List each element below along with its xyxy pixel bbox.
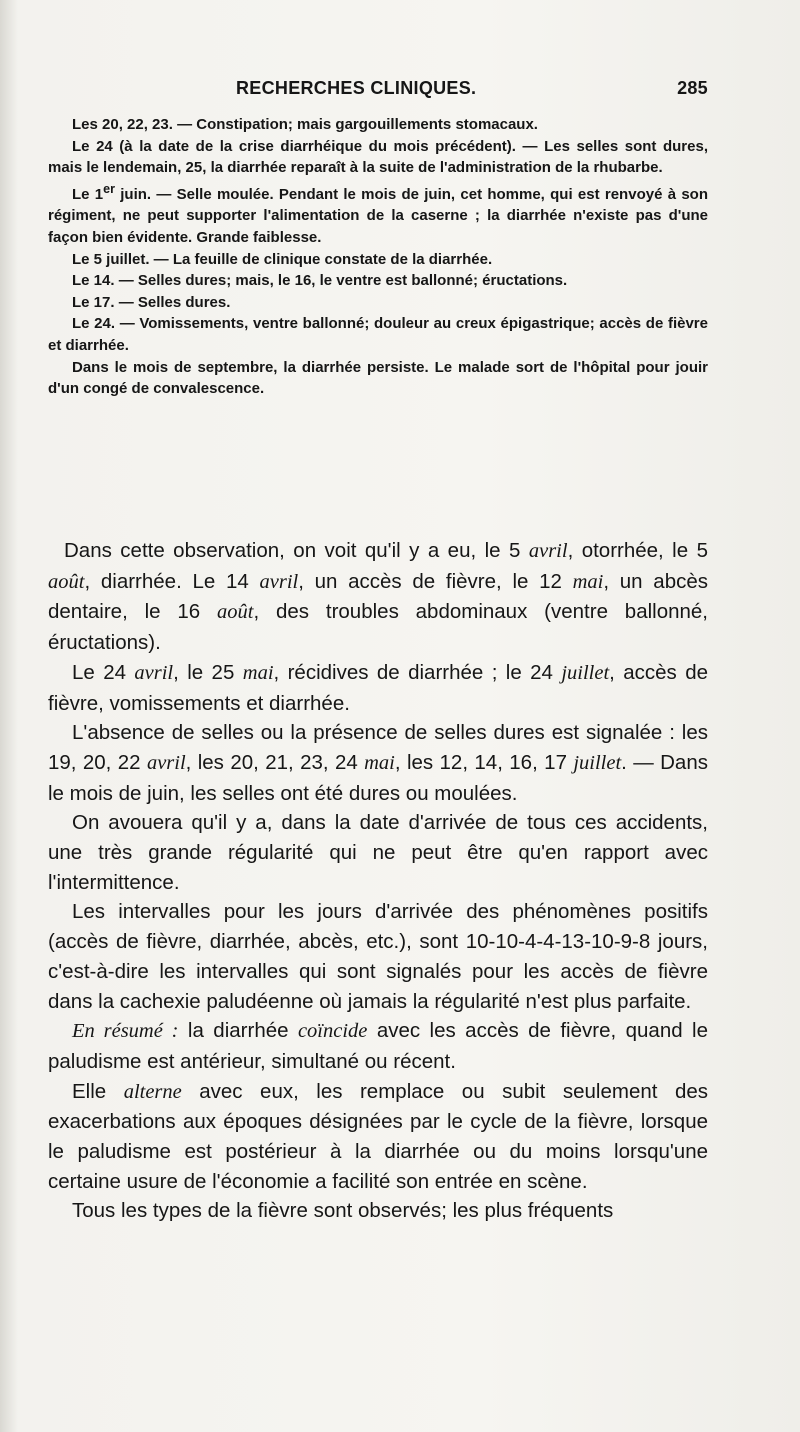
- page-number: 285: [677, 78, 708, 98]
- text-run: On avouera qu'il y a, dans la date d'arrivée de tous ces accidents, une très grande régularité qui ne peut être qu'en rapport avec l'intermittence.: [48, 811, 708, 894]
- italic-run: En résumé :: [72, 1020, 179, 1043]
- italic-run: alterne: [123, 1080, 182, 1103]
- text-run: Le 24: [72, 660, 135, 684]
- italic-run: mai: [572, 570, 604, 593]
- text-run: Le 14. — Selles dures; mais, le 16, le ventre est ballonné; éructations.: [72, 272, 568, 290]
- italic-run: juillet: [561, 661, 610, 684]
- note-paragraph: [48, 357, 708, 400]
- text-run: juin. — Selle moulée. Pendant le mois de juin, cet homme, qui est renvoyé à son régiment, ne peut supporter l'alimentation de la caserne ; la diarrhée n'existe pas d'une façon bien évidente. Grande faiblesse.: [48, 185, 708, 246]
- text-run: . — Dans le mois de juin, les selles ont été dures ou moulées.: [48, 750, 708, 805]
- italic-run: avril: [134, 661, 174, 684]
- text-run: , accès de fièvre, vomissements et diarrhée.: [48, 660, 708, 715]
- text-run: la diarrhée: [178, 1019, 298, 1043]
- text-run: Dans cette observation, on voit qu'il y a eu, le 5: [64, 539, 529, 562]
- clinical-notes: [48, 114, 708, 400]
- text-run: , le 25: [173, 660, 243, 684]
- text-run: Elle: [72, 1079, 124, 1103]
- text-run: , des troubles abdominaux (ventre ballonné, éructations).: [48, 600, 709, 655]
- text-run: Le 24 (à la date de la crise diarrhéique du mois précédent). — Les selles sont dures, mais le lendemain, 25, la diarrhée reparaît à la suite de l'administration de la rhubarbe.: [48, 137, 708, 177]
- text-run: Le 24. — Vomissements, ventre ballonné; douleur au creux épigastrique; accès de fièvre et diarrhée.: [48, 315, 708, 354]
- italic-run: août: [217, 601, 254, 624]
- italic-run: mai: [364, 751, 395, 774]
- text-run: avec eux, les remplace ou subit seulement des exacerbations aux époques désignées par le cycle de la fièvre, lorsque le paludisme est postérieur à la diarrhée ou du moins lorsqu'une certaine usure de l'économie a facilité son entrée en scène.: [48, 1079, 708, 1193]
- text-run: Tous les types de la fièvre sont observés; les plus fréquents: [72, 1199, 614, 1223]
- text-run: Le 1: [72, 185, 104, 203]
- text-run: , récidives de diarrhée ; le 24: [273, 660, 562, 684]
- body-paragraph: [48, 658, 708, 718]
- italic-run: avril: [259, 570, 299, 593]
- running-title: RECHERCHES CLINIQUES.: [236, 78, 477, 98]
- body-paragraph: [48, 1016, 708, 1076]
- text-run: Le 5 juillet. — La feuille de clinique constate de la diarrhée.: [72, 250, 493, 268]
- text-run: avec les accès de fièvre, quand le paludisme est antérieur, simultané ou récent.: [48, 1019, 708, 1073]
- text-run: Dans le mois de septembre, la diarrhée persiste. Le malade sort de l'hôpital pour jouir d'un congé de convalescence.: [48, 358, 708, 398]
- main-text: [48, 536, 708, 1226]
- text-run: , un abcès dentaire, le 16: [48, 569, 708, 624]
- text-run: , un accès de fièvre, le 12: [298, 569, 573, 593]
- body-paragraph: [48, 808, 708, 897]
- body-paragraph: [48, 1077, 708, 1197]
- text-run: , les 12, 14, 16, 17: [394, 750, 574, 774]
- text-run: , diarrhée. Le 14: [84, 569, 260, 593]
- note-paragraph: [48, 270, 708, 292]
- text-run: Le 17. — Selles dures.: [72, 293, 231, 311]
- text-run: , otorrhée, le 5: [567, 539, 708, 562]
- note-paragraph: [48, 292, 708, 314]
- italic-run: mai: [242, 661, 274, 684]
- italic-run: coïncide: [297, 1020, 368, 1043]
- note-paragraph: [48, 179, 708, 249]
- body-paragraph: [48, 897, 708, 1016]
- running-header: [48, 70, 708, 106]
- italic-run: avril: [528, 540, 568, 562]
- note-paragraph: [48, 313, 708, 356]
- text-run: Les 20, 22, 23. — Constipation; mais gargouillements stomacaux.: [72, 116, 538, 133]
- italic-run: août: [48, 570, 85, 593]
- ordinal-superscript: er: [103, 181, 115, 196]
- body-paragraph: [48, 718, 708, 808]
- text-run: Les intervalles pour les jours d'arrivée des phénomènes positifs (accès de fièvre, diarrhée, abcès, etc.), sont 10-10-4-4-13-10-9-8 jours, c'est-à-dire les intervalles qui sont signalés pour les accès de fièvre dans la cachexie paludéenne où jamais la régularité n'est plus parfaite.: [48, 900, 708, 1013]
- italic-run: avril: [146, 751, 186, 774]
- italic-run: juillet: [573, 751, 622, 774]
- body-paragraph: [48, 1196, 708, 1226]
- note-paragraph: [48, 136, 708, 179]
- text-run: L'absence de selles ou la présence de selles dures est signalée : les 19, 20, 22: [48, 721, 708, 774]
- note-paragraph: [48, 249, 708, 271]
- body-paragraph: [48, 536, 708, 658]
- note-paragraph: [48, 114, 708, 136]
- text-run: , les 20, 21, 23, 24: [185, 750, 365, 774]
